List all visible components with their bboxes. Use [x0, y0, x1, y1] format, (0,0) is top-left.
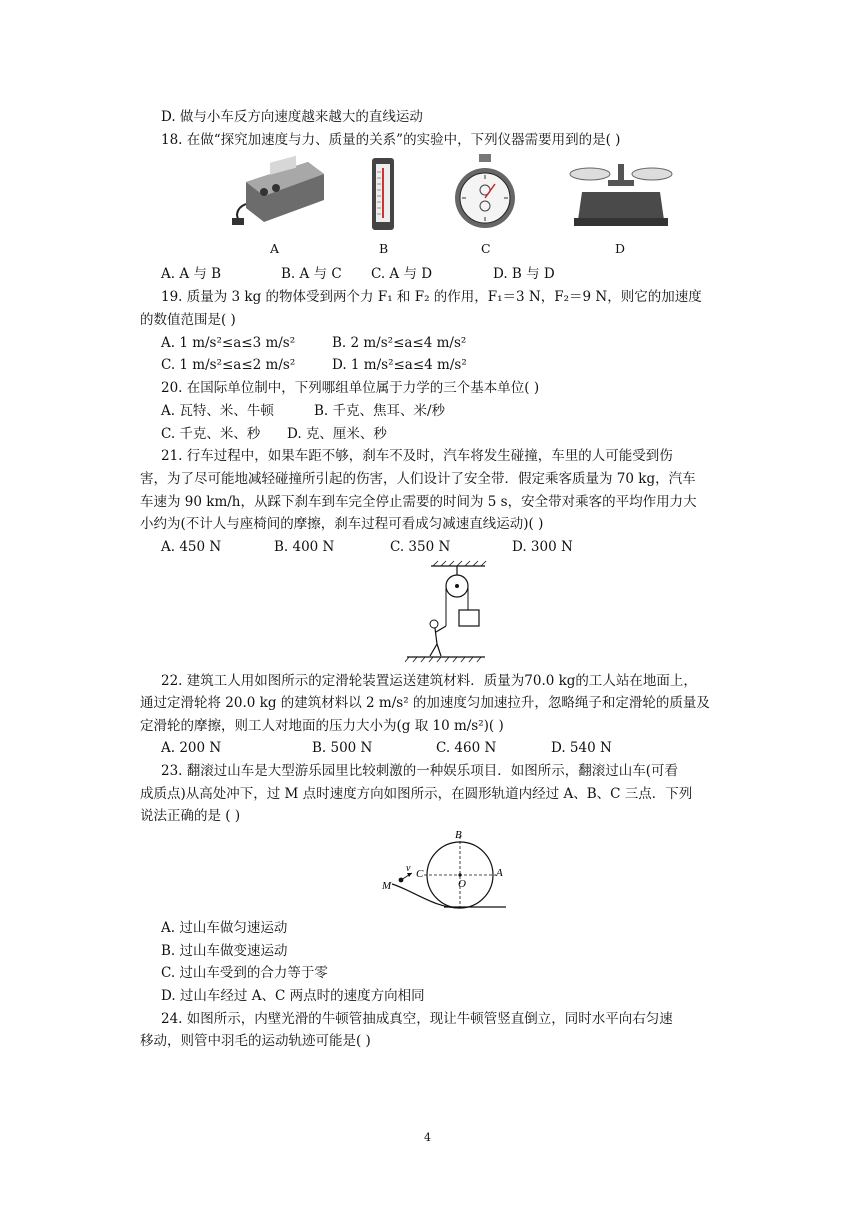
label-m: M [382, 880, 392, 892]
q23-option-b: B. 过山车做变速运动 [161, 943, 288, 959]
q22-option-b: B. 500 N [312, 740, 373, 756]
q19-option-a: A. 1 m/s²≤a≤3 m/s² [161, 335, 296, 351]
label-a: A [496, 867, 503, 879]
label-c: C [416, 868, 424, 880]
q24-line1: 24. 如图所示，内壁光滑的牛顿管抽成真空，现让牛顿管竖直倒立，同时水平向右匀速 [161, 1011, 673, 1027]
q21-line4: 小约为(不计人与座椅间的摩擦，刹车过程可看成匀减速直线运动)( ) [140, 516, 544, 532]
q21-option-c: C. 350 N [390, 539, 451, 555]
label-b: B [455, 829, 462, 841]
q17-option-d: D. 做与小车反方向速度越来越大的直线运动 [161, 109, 423, 125]
q19-option-b: B. 2 m/s²≤a≤4 m/s² [332, 335, 467, 351]
pulley-figure [405, 560, 495, 664]
roller-coaster-figure [378, 826, 512, 916]
q19-option-c: C. 1 m/s²≤a≤2 m/s² [161, 357, 296, 373]
q22-line1: 22. 建筑工人用如图所示的定滑轮装置运送建筑材料．质量为70.0 kg的工人站在地面上， [161, 673, 697, 689]
stopwatch-image [453, 152, 517, 232]
q22-option-a: A. 200 N [161, 740, 222, 756]
q22-option-d: D. 540 N [551, 740, 612, 756]
q20-option-a: A. 瓦特、米、牛顿 [161, 403, 274, 419]
q20-option-c: C. 千克、米、秒 [161, 426, 261, 442]
q23-option-d: D. 过山车经过 A、C 两点时的速度方向相同 [161, 988, 425, 1004]
q23-line2: 成质点)从高处冲下，过 M 点时速度方向如图所示，在圆形轨道内经过 A、B、C 三点．下列 [140, 786, 693, 802]
q21-line3: 车速为 90 km/h，从踩下刹车到车完全停止需要的时间为 5 s，安全带对乘客的平均作用力大 [140, 494, 697, 510]
q24-line2: 移动，则管中羽毛的运动轨迹可能是( ) [140, 1033, 371, 1049]
q23-line1: 23. 翻滚过山车是大型游乐园里比较刺激的一种娱乐项目．如图所示，翻滚过山车(可看 [161, 763, 679, 779]
q18-option-b: B. A 与 C [281, 266, 342, 282]
q18-label-a: A [270, 241, 280, 256]
label-v: v [406, 863, 411, 874]
q21-option-d: D. 300 N [512, 539, 573, 555]
q18-label-c: C [481, 241, 491, 256]
spring-balance-image [368, 156, 398, 232]
q23-line3: 说法正确的是 ( ) [140, 808, 241, 824]
q18-option-d: D. B 与 D [493, 266, 555, 282]
q22-line3: 定滑轮的摩擦，则工人对地面的压力大小为(g 取 10 m/s²)( ) [140, 718, 504, 734]
q23-option-a: A. 过山车做匀速运动 [161, 920, 288, 936]
q18-label-d: D [615, 241, 626, 256]
timer-device-image [228, 152, 328, 230]
q20-stem: 20. 在国际单位制中，下列哪组单位属于力学的三个基本单位( ) [161, 380, 540, 396]
q19-stem-line1: 19. 质量为 3 kg 的物体受到两个力 F₁ 和 F₂ 的作用，F₁＝3 N，F₂＝9 N，则它的加速度 [161, 289, 702, 305]
balance-scale-image [568, 160, 674, 232]
q23-option-c: C. 过山车受到的合力等于零 [161, 965, 328, 981]
q18-option-c: C. A 与 D [371, 266, 433, 282]
q21-line2: 害，为了尽可能地减轻碰撞所引起的伤害，人们设计了安全带．假定乘客质量为 70 kg，汽车 [140, 471, 696, 487]
page-number: 4 [424, 1131, 431, 1144]
q18-stem: 18. 在做“探究加速度与力、质量的关系”的实验中，下列仪器需要用到的是( ) [161, 132, 621, 148]
label-o: O [458, 878, 466, 890]
q21-option-b: B. 400 N [274, 539, 335, 555]
q19-stem-line2: 的数值范围是( ) [140, 312, 236, 328]
q19-option-d: D. 1 m/s²≤a≤4 m/s² [332, 357, 467, 373]
q20-option-b: B. 千克、焦耳、米/秒 [314, 403, 446, 419]
q22-line2: 通过定滑轮将 20.0 kg 的建筑材料以 2 m/s² 的加速度匀加速拉升，忽略绳子和定滑轮的质量及 [140, 695, 710, 711]
q21-line1: 21. 行车过程中，如果车距不够，刹车不及时，汽车将发生碰撞，车里的人可能受到伤 [161, 448, 673, 464]
q20-option-d: D. 克、厘米、秒 [287, 426, 387, 442]
q18-option-a: A. A 与 B [161, 266, 222, 282]
q21-option-a: A. 450 N [161, 539, 222, 555]
q22-option-c: C. 460 N [436, 740, 497, 756]
q18-label-b: B [379, 241, 389, 256]
